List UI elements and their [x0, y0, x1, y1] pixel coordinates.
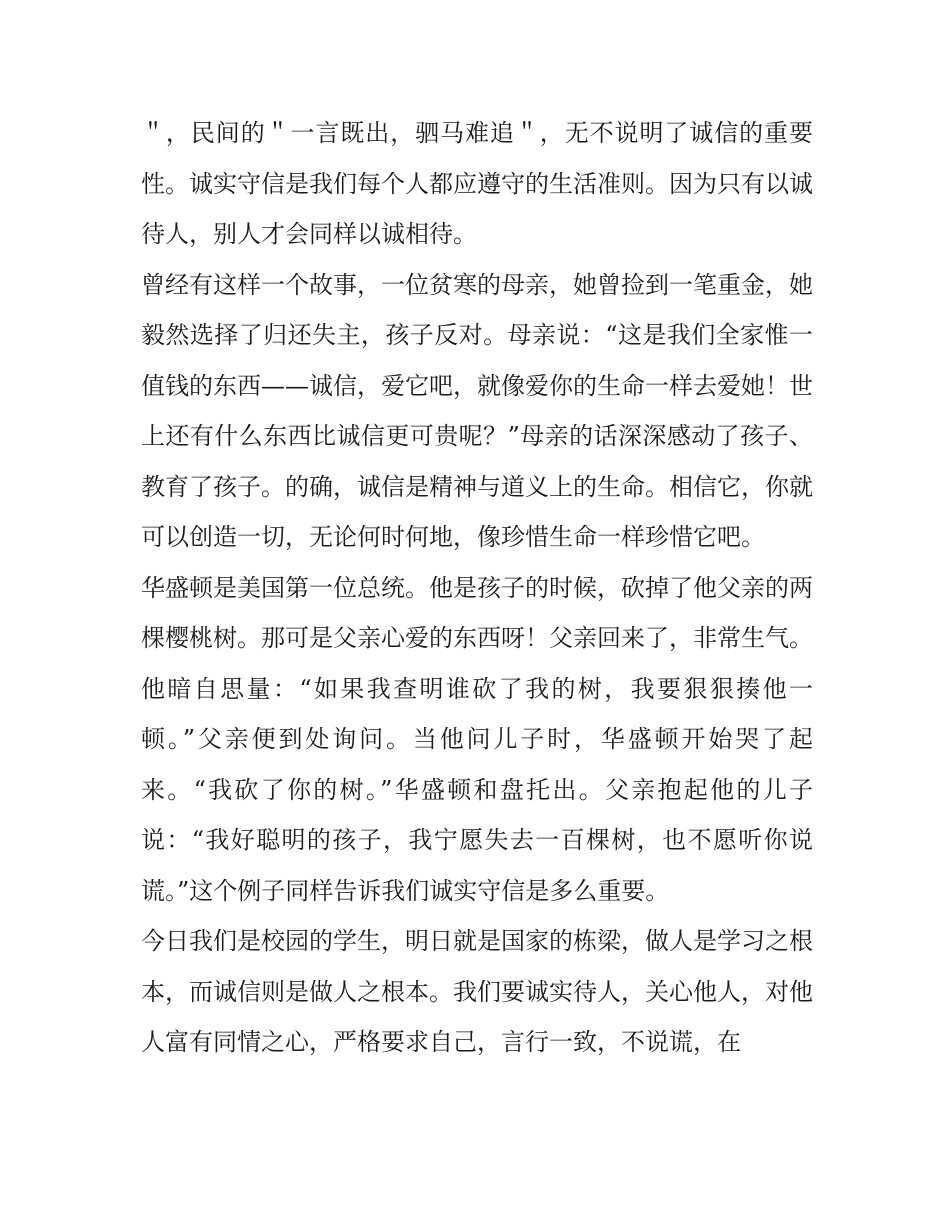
paragraph-integrity-sayings: ＂，民间的＂一言既出，驷马难追＂，无不说明了诚信的重要性。诚实守信是我们每个人都应遵守的生活准则。因为只有以诚待人，别人才会同样以诚相待。	[141, 119, 813, 248]
document-body	[141, 108, 813, 1068]
paragraph-washington-story: 华盛顿是美国第一位总统。他是孩子的时候，砍掉了他父亲的两棵樱桃树。那可是父亲心爱的东西呀！父亲回来了，非常生气。他暗自思量：“如果我查明谁砍了我的树，我要狠狠揍他一顿。”父亲便到处询问。当他问儿子时，华盛顿开始哭了起来。“我砍了你的树。”华盛顿和盘托出。父亲抱起他的儿子说：“我好聪明的孩子，我宁愿失去一百棵树，也不愿听你说谎。”这个例子同样告诉我们诚实守信是多么重要。	[141, 573, 813, 905]
paragraph-students-today: 今日我们是校园的学生，明日就是国家的栋梁，做人是学习之根本，而诚信则是做人之根本。我们要诚实待人，关心他人，对他人富有同情之心，严格要求自己，言行一致，不说谎，在	[141, 927, 813, 1056]
paragraph-mother-story: 曾经有这样一个故事，一位贫寒的母亲，她曾捡到一笔重金，她毅然选择了归还失主，孩子反对。母亲说：“这是我们全家惟一值钱的东西——诚信，爱它吧，就像爱你的生命一样去爱她！世上还有什么东西比诚信更可贵呢？”母亲的话深深感动了孩子、教育了孩子。的确，诚信是精神与道义上的生命。相信它，你就可以创造一切，无论何时何地，像珍惜生命一样珍惜它吧。	[141, 270, 813, 551]
